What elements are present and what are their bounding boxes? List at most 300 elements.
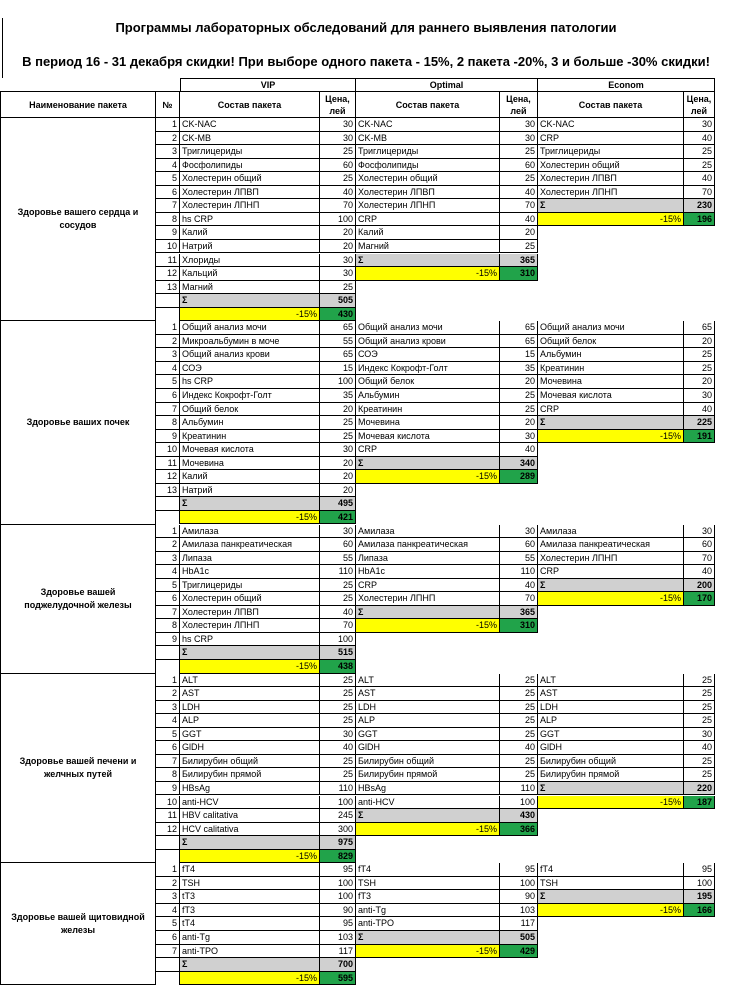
test-price: 90 — [500, 890, 538, 904]
row-number: 7 — [156, 606, 180, 620]
test-name: Билирубин общий — [538, 755, 684, 769]
test-price: 25 — [320, 701, 356, 715]
test-price: 25 — [684, 145, 715, 159]
test-price: 25 — [684, 701, 715, 715]
row-number: 10 — [156, 240, 180, 254]
sum-value-optimal: 505 — [500, 931, 538, 945]
test-name: Альбумин — [356, 389, 500, 403]
test-price: 25 — [500, 687, 538, 701]
test-price: 60 — [500, 538, 538, 552]
sum-value-econom: 200 — [684, 579, 715, 593]
test-price: 40 — [684, 741, 715, 755]
test-price: 25 — [684, 755, 715, 769]
column-header-composition-econom: Состав пакета — [538, 91, 684, 118]
discounted-price-vip: 430 — [320, 308, 356, 322]
test-name: Билирубин прямой — [180, 768, 320, 782]
discount-label-vip: -15% — [180, 850, 320, 864]
test-name: Амилаза — [180, 525, 320, 539]
test-name: Общий анализ мочи — [180, 321, 320, 335]
test-name: Триглицериды — [180, 145, 320, 159]
test-price: 117 — [320, 945, 356, 959]
test-price: 300 — [320, 823, 356, 837]
sum-label-econom: Σ — [538, 782, 684, 796]
test-name: Амилаза — [538, 525, 684, 539]
test-price: 100 — [684, 877, 715, 891]
test-name: Холестерин ЛПНП — [180, 199, 320, 213]
sum-value-optimal: 430 — [500, 809, 538, 823]
row-number: 9 — [156, 633, 180, 647]
test-name: Кальций — [180, 267, 320, 281]
test-price: 40 — [684, 403, 715, 417]
test-price: 25 — [684, 687, 715, 701]
discount-label-vip: -15% — [180, 972, 320, 986]
test-name: ALP — [356, 714, 500, 728]
test-name: HbA1c — [180, 565, 320, 579]
row-number: 4 — [156, 714, 180, 728]
test-name: anti-HCV — [356, 796, 500, 810]
row-number: 11 — [156, 457, 180, 471]
row-number: 6 — [156, 741, 180, 755]
test-price: 25 — [500, 403, 538, 417]
test-name: Холестерин общий — [180, 172, 320, 186]
test-name: LDH — [538, 701, 684, 715]
test-price: 60 — [320, 159, 356, 173]
test-price: 25 — [684, 348, 715, 362]
test-name: hs CRP — [180, 213, 320, 227]
test-name: fT3 — [356, 890, 500, 904]
test-price: 100 — [500, 796, 538, 810]
row-number: 11 — [156, 254, 180, 268]
test-price: 25 — [684, 768, 715, 782]
discount-label-econom: -15% — [538, 904, 684, 918]
test-name: TSH — [180, 877, 320, 891]
sum-label-optimal: Σ — [356, 931, 500, 945]
test-price: 110 — [320, 565, 356, 579]
row-number: 5 — [156, 917, 180, 931]
test-price: 245 — [320, 809, 356, 823]
test-price: 25 — [500, 240, 538, 254]
test-name: СОЭ — [356, 348, 500, 362]
discounted-price-vip: 438 — [320, 660, 356, 674]
test-name: Креатинин — [180, 430, 320, 444]
sum-label-vip: Σ — [180, 958, 320, 972]
test-name: fT4 — [180, 863, 320, 877]
test-name: anti-HCV — [180, 796, 320, 810]
test-price: 110 — [500, 782, 538, 796]
test-name: fT3 — [180, 904, 320, 918]
row-number: 3 — [156, 145, 180, 159]
test-name: Фосфолипиды — [180, 159, 320, 173]
test-name: Холестерин ЛПНП — [356, 199, 500, 213]
test-price: 25 — [320, 592, 356, 606]
row-number: 5 — [156, 172, 180, 186]
test-price: 55 — [320, 552, 356, 566]
test-price: 30 — [320, 118, 356, 132]
column-header-price-vip: Цена, лей — [320, 91, 356, 118]
test-price: 30 — [500, 132, 538, 146]
sum-value-vip: 505 — [320, 294, 356, 308]
test-price: 25 — [320, 145, 356, 159]
test-name: ALP — [538, 714, 684, 728]
test-price: 95 — [320, 917, 356, 931]
test-name: hs CRP — [180, 633, 320, 647]
test-name: CK-MB — [356, 132, 500, 146]
row-number: 4 — [156, 159, 180, 173]
page-title: Программы лабораторных обследований для раннего выявления патологии — [115, 20, 617, 35]
test-price: 25 — [684, 714, 715, 728]
test-price: 95 — [684, 863, 715, 877]
test-name: TSH — [356, 877, 500, 891]
test-name: fT4 — [538, 863, 684, 877]
test-name: CRP — [356, 213, 500, 227]
discount-label-optimal: -15% — [356, 470, 500, 484]
column-header-composition-optimal: Состав пакета — [356, 91, 500, 118]
test-price: 30 — [684, 728, 715, 742]
test-price: 100 — [320, 890, 356, 904]
test-name: anti-Tg — [356, 904, 500, 918]
test-name: Общий анализ мочи — [356, 321, 500, 335]
test-price: 110 — [320, 782, 356, 796]
row-number: 1 — [156, 321, 180, 335]
test-name: ALT — [356, 674, 500, 688]
test-name: Холестерин общий — [180, 592, 320, 606]
test-price: 100 — [500, 877, 538, 891]
test-name: TSH — [538, 877, 684, 891]
test-price: 103 — [320, 931, 356, 945]
test-price: 20 — [684, 375, 715, 389]
test-price: 30 — [320, 254, 356, 268]
test-price: 100 — [320, 633, 356, 647]
row-number: 3 — [156, 701, 180, 715]
test-name: hs CRP — [180, 375, 320, 389]
discounted-price-vip: 595 — [320, 972, 356, 986]
test-price: 65 — [684, 321, 715, 335]
discount-label-optimal: -15% — [356, 945, 500, 959]
tier-header-econom: Econom — [538, 78, 715, 91]
row-number: 1 — [156, 118, 180, 132]
test-price: 117 — [500, 917, 538, 931]
test-name: Липаза — [356, 552, 500, 566]
sum-label-vip: Σ — [180, 646, 320, 660]
discounted-price-econom: 187 — [684, 796, 715, 810]
sum-value-optimal: 365 — [500, 254, 538, 268]
sum-value-econom: 230 — [684, 199, 715, 213]
test-name: HBsAg — [180, 782, 320, 796]
test-name: Холестерин ЛПВП — [180, 606, 320, 620]
row-number: 8 — [156, 213, 180, 227]
test-name: tT4 — [180, 917, 320, 931]
test-name: Калий — [356, 226, 500, 240]
row-number: 2 — [156, 687, 180, 701]
test-price: 70 — [320, 199, 356, 213]
row-number: 6 — [156, 931, 180, 945]
test-name: Мочевина — [538, 375, 684, 389]
row-number: 2 — [156, 132, 180, 146]
test-price: 30 — [320, 132, 356, 146]
test-price: 25 — [500, 674, 538, 688]
discounted-price-econom: 166 — [684, 904, 715, 918]
test-price: 30 — [320, 525, 356, 539]
row-number: 4 — [156, 565, 180, 579]
test-price: 70 — [500, 199, 538, 213]
tier-header-vip: VIP — [180, 78, 356, 91]
test-name: GlDH — [356, 741, 500, 755]
test-name: Холестерин ЛПНП — [356, 592, 500, 606]
discount-label-econom: -15% — [538, 213, 684, 227]
test-name: CK-NAC — [538, 118, 684, 132]
sum-label-econom: Σ — [538, 199, 684, 213]
test-price: 25 — [500, 714, 538, 728]
discounted-price-optimal: 310 — [500, 267, 538, 281]
section-name: Здоровье вашей щитовидной железы — [0, 863, 156, 985]
column-header-package: Наименование пакета — [0, 91, 156, 118]
test-name: Натрий — [180, 240, 320, 254]
row-number: 10 — [156, 796, 180, 810]
sum-label-optimal: Σ — [356, 809, 500, 823]
test-price: 25 — [320, 714, 356, 728]
row-number: 2 — [156, 877, 180, 891]
sum-label-optimal: Σ — [356, 254, 500, 268]
row-number-empty — [156, 850, 180, 864]
test-price: 40 — [500, 443, 538, 457]
test-name: Триглицериды — [180, 579, 320, 593]
row-number: 2 — [156, 335, 180, 349]
test-price: 30 — [684, 389, 715, 403]
test-name: HbA1c — [356, 565, 500, 579]
discount-label-vip: -15% — [180, 511, 320, 525]
sum-label-econom: Σ — [538, 890, 684, 904]
row-number-empty — [156, 646, 180, 660]
sum-value-econom: 220 — [684, 782, 715, 796]
test-name: Общий анализ крови — [180, 348, 320, 362]
test-price: 110 — [500, 565, 538, 579]
tier-header-optimal: Optimal — [356, 78, 538, 91]
test-name: CRP — [356, 579, 500, 593]
test-name: Холестерин ЛПНП — [538, 186, 684, 200]
test-name: LDH — [356, 701, 500, 715]
test-price: 40 — [500, 741, 538, 755]
test-price: 25 — [320, 579, 356, 593]
test-price: 20 — [320, 226, 356, 240]
section-name: Здоровье вашего сердца и сосудов — [0, 118, 156, 321]
sum-label-econom: Σ — [538, 416, 684, 430]
row-number: 6 — [156, 389, 180, 403]
test-name: Альбумин — [538, 348, 684, 362]
column-header-price-optimal: Цена, лей — [500, 91, 538, 118]
test-name: GGT — [356, 728, 500, 742]
row-number: 12 — [156, 267, 180, 281]
test-price: 35 — [500, 362, 538, 376]
test-price: 25 — [500, 755, 538, 769]
row-number-empty — [156, 308, 180, 322]
test-price: 25 — [500, 172, 538, 186]
test-name: Альбумин — [180, 416, 320, 430]
section-name: Здоровье вашей печени и желчных путей — [0, 674, 156, 864]
test-price: 65 — [320, 348, 356, 362]
sum-label-vip: Σ — [180, 836, 320, 850]
row-number-empty — [156, 497, 180, 511]
test-name: Билирубин прямой — [538, 768, 684, 782]
test-name: Амилаза — [356, 525, 500, 539]
test-price: 25 — [500, 728, 538, 742]
row-number-empty — [156, 294, 180, 308]
test-price: 15 — [500, 348, 538, 362]
test-price: 20 — [500, 375, 538, 389]
row-number: 6 — [156, 186, 180, 200]
row-number: 12 — [156, 823, 180, 837]
row-number: 3 — [156, 890, 180, 904]
discounted-price-econom: 170 — [684, 592, 715, 606]
test-price: 25 — [320, 430, 356, 444]
test-name: Триглицериды — [356, 145, 500, 159]
discount-label-optimal: -15% — [356, 619, 500, 633]
test-name: Магний — [356, 240, 500, 254]
test-name: Билирубин общий — [356, 755, 500, 769]
sum-label-econom: Σ — [538, 579, 684, 593]
test-name: AST — [538, 687, 684, 701]
test-price: 25 — [320, 172, 356, 186]
sum-label-vip: Σ — [180, 497, 320, 511]
test-name: Калий — [180, 226, 320, 240]
test-price: 40 — [500, 579, 538, 593]
sum-value-vip: 495 — [320, 497, 356, 511]
test-name: Амилаза панкреатическая — [356, 538, 500, 552]
test-price: 60 — [684, 538, 715, 552]
test-price: 70 — [320, 619, 356, 633]
sum-value-econom: 225 — [684, 416, 715, 430]
test-name: Триглицериды — [538, 145, 684, 159]
test-price: 20 — [320, 470, 356, 484]
row-number: 8 — [156, 768, 180, 782]
test-price: 25 — [500, 701, 538, 715]
row-number: 4 — [156, 362, 180, 376]
test-name: Холестерин ЛПВП — [356, 186, 500, 200]
test-price: 103 — [500, 904, 538, 918]
test-name: Фосфолипиды — [356, 159, 500, 173]
test-price: 40 — [684, 132, 715, 146]
test-name: Калий — [180, 470, 320, 484]
test-name: Мочевая кислота — [538, 389, 684, 403]
test-name: GlDH — [180, 741, 320, 755]
test-name: Индекс Кокрофт-Голт — [180, 389, 320, 403]
test-price: 25 — [320, 674, 356, 688]
test-name: Холестерин общий — [356, 172, 500, 186]
test-price: 25 — [320, 687, 356, 701]
test-price: 25 — [684, 674, 715, 688]
discounted-price-optimal: 366 — [500, 823, 538, 837]
row-number: 10 — [156, 443, 180, 457]
row-number: 3 — [156, 348, 180, 362]
sum-value-econom: 195 — [684, 890, 715, 904]
row-number: 5 — [156, 375, 180, 389]
test-price: 100 — [320, 375, 356, 389]
test-name: Мочевина — [356, 416, 500, 430]
test-price: 30 — [684, 118, 715, 132]
row-number: 7 — [156, 945, 180, 959]
discount-label-optimal: -15% — [356, 267, 500, 281]
discounted-price-optimal: 429 — [500, 945, 538, 959]
section-name: Здоровье вашей поджелудочной железы — [0, 525, 156, 674]
test-name: GGT — [180, 728, 320, 742]
test-name: Магний — [180, 281, 320, 295]
row-number: 1 — [156, 863, 180, 877]
sum-value-optimal: 340 — [500, 457, 538, 471]
test-price: 20 — [500, 226, 538, 240]
test-name: Мочевина — [180, 457, 320, 471]
test-name: Общий анализ крови — [356, 335, 500, 349]
test-price: 40 — [684, 172, 715, 186]
test-name: Креатинин — [538, 362, 684, 376]
test-price: 70 — [684, 552, 715, 566]
discount-label-optimal: -15% — [356, 823, 500, 837]
test-name: GlDH — [538, 741, 684, 755]
test-name: CRP — [538, 403, 684, 417]
test-name: GGT — [538, 728, 684, 742]
test-price: 40 — [684, 565, 715, 579]
test-price: 20 — [320, 457, 356, 471]
test-name: Хлориды — [180, 254, 320, 268]
test-name: Билирубин общий — [180, 755, 320, 769]
sum-value-vip: 975 — [320, 836, 356, 850]
test-name: CK-NAC — [180, 118, 320, 132]
discount-label-econom: -15% — [538, 592, 684, 606]
test-name: anti-Tg — [180, 931, 320, 945]
discount-label-econom: -15% — [538, 796, 684, 810]
test-name: anti-TPO — [180, 945, 320, 959]
test-name: fT4 — [356, 863, 500, 877]
test-price: 40 — [320, 606, 356, 620]
test-price: 20 — [684, 335, 715, 349]
test-name: Холестерин ЛПВП — [180, 186, 320, 200]
test-name: Креатинин — [356, 403, 500, 417]
row-number: 8 — [156, 619, 180, 633]
test-price: 30 — [684, 525, 715, 539]
sum-label-optimal: Σ — [356, 457, 500, 471]
test-name: CRP — [538, 132, 684, 146]
test-price: 20 — [320, 240, 356, 254]
column-header-composition-vip: Состав пакета — [180, 91, 320, 118]
test-price: 20 — [320, 403, 356, 417]
row-number: 7 — [156, 199, 180, 213]
row-number-empty — [156, 660, 180, 674]
test-price: 25 — [684, 159, 715, 173]
sum-value-vip: 515 — [320, 646, 356, 660]
test-price: 40 — [500, 186, 538, 200]
test-price: 95 — [320, 863, 356, 877]
test-price: 95 — [500, 863, 538, 877]
test-price: 25 — [320, 281, 356, 295]
discounted-price-econom: 191 — [684, 430, 715, 444]
row-number: 4 — [156, 904, 180, 918]
test-name: HBsAg — [356, 782, 500, 796]
test-price: 65 — [320, 321, 356, 335]
test-name: Билирубин прямой — [356, 768, 500, 782]
test-price: 30 — [320, 267, 356, 281]
test-name: Общий белок — [180, 403, 320, 417]
test-price: 30 — [500, 525, 538, 539]
test-price: 60 — [320, 538, 356, 552]
row-number: 6 — [156, 592, 180, 606]
test-price: 25 — [320, 768, 356, 782]
test-name: Мочевая кислота — [356, 430, 500, 444]
test-price: 100 — [320, 213, 356, 227]
test-price: 30 — [500, 118, 538, 132]
test-price: 25 — [320, 755, 356, 769]
row-number: 1 — [156, 525, 180, 539]
row-number-empty — [156, 972, 180, 986]
test-name: Натрий — [180, 484, 320, 498]
test-name: Мочевая кислота — [180, 443, 320, 457]
